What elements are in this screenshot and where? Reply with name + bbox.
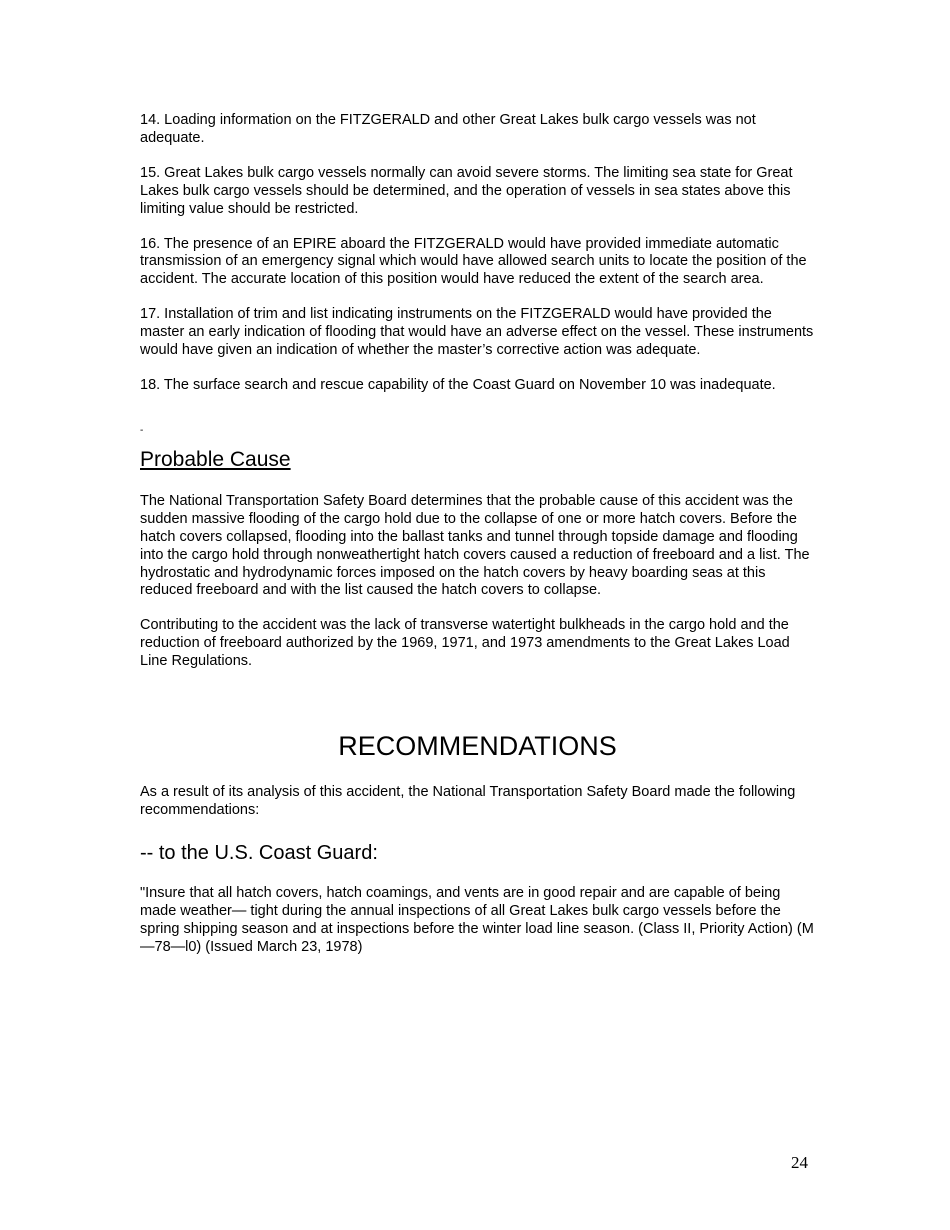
recommendation-item: "Insure that all hatch covers, hatch coamings, and vents are in good repair and are capable of being made weather— tight during the annual inspections of all Great Lakes bulk cargo vessels before the spring shipping season and at inspections before the winter load line season. (Class II, Priority Action) (M—78—l0) (Issued March 23, 1978): [140, 884, 814, 955]
probable-cause-heading: Probable Cause: [140, 447, 291, 471]
finding-16: 16. The presence of an EPIRE aboard the FITZGERALD would have provided immediate automatic transmission of an emergency signal which would have allowed search units to locate the position of the accident. The accurate location of this position would have reduced the extent of the search area.: [140, 235, 807, 288]
recommendations-heading: RECOMMENDATIONS: [338, 731, 617, 762]
stray-mark: -: [140, 424, 144, 436]
recipient-heading: -- to the U.S. Coast Guard:: [140, 841, 378, 864]
finding-17: 17. Installation of trim and list indicating instruments on the FITZGERALD would have provided the master an early indication of flooding that would have an adverse effect on the vessel. These instruments would have given an indication of whether the master’s corrective action was adequate.: [140, 306, 814, 359]
document-page: [140, 112, 815, 956]
probable-cause-paragraph: The National Transportation Safety Board determines that the probable cause of this accident was the sudden massive flooding of the cargo hold due to the collapse of one or more hatch covers. Before the hatch covers collapsed, flooding into the ballast tanks and tunnel through topside damage and flooding into the cargo hold through nonweathertight hatch covers caused a reduction of freeboard and a list. The hydrostatic and hydrodynamic forces imposed on the hatch covers by heavy boarding seas at this reduced freeboard and with the list caused the hatch covers to collapse.: [140, 492, 810, 599]
finding-18: 18. The surface search and rescue capability of the Coast Guard on November 10 was inadequate.: [140, 376, 776, 393]
recommendations-intro: As a result of its analysis of this accident, the National Transportation Safety Board made the following recommendations:: [140, 784, 796, 818]
contributing-factors-paragraph: Contributing to the accident was the lack of transverse watertight bulkheads in the cargo hold and the reduction of freeboard authorized by the 1969, 1971, and 1973 amendments to the Great Lakes Load Line Regulations.: [140, 617, 790, 670]
finding-14: 14. Loading information on the FITZGERALD and other Great Lakes bulk cargo vessels was not adequate.: [140, 112, 756, 146]
page-number: 24: [791, 1153, 808, 1172]
finding-15: 15. Great Lakes bulk cargo vessels normally can avoid severe storms. The limiting sea state for Great Lakes bulk cargo vessels should be determined, and the operation of vessels in sea states above this limiting value should be restricted.: [140, 164, 793, 217]
